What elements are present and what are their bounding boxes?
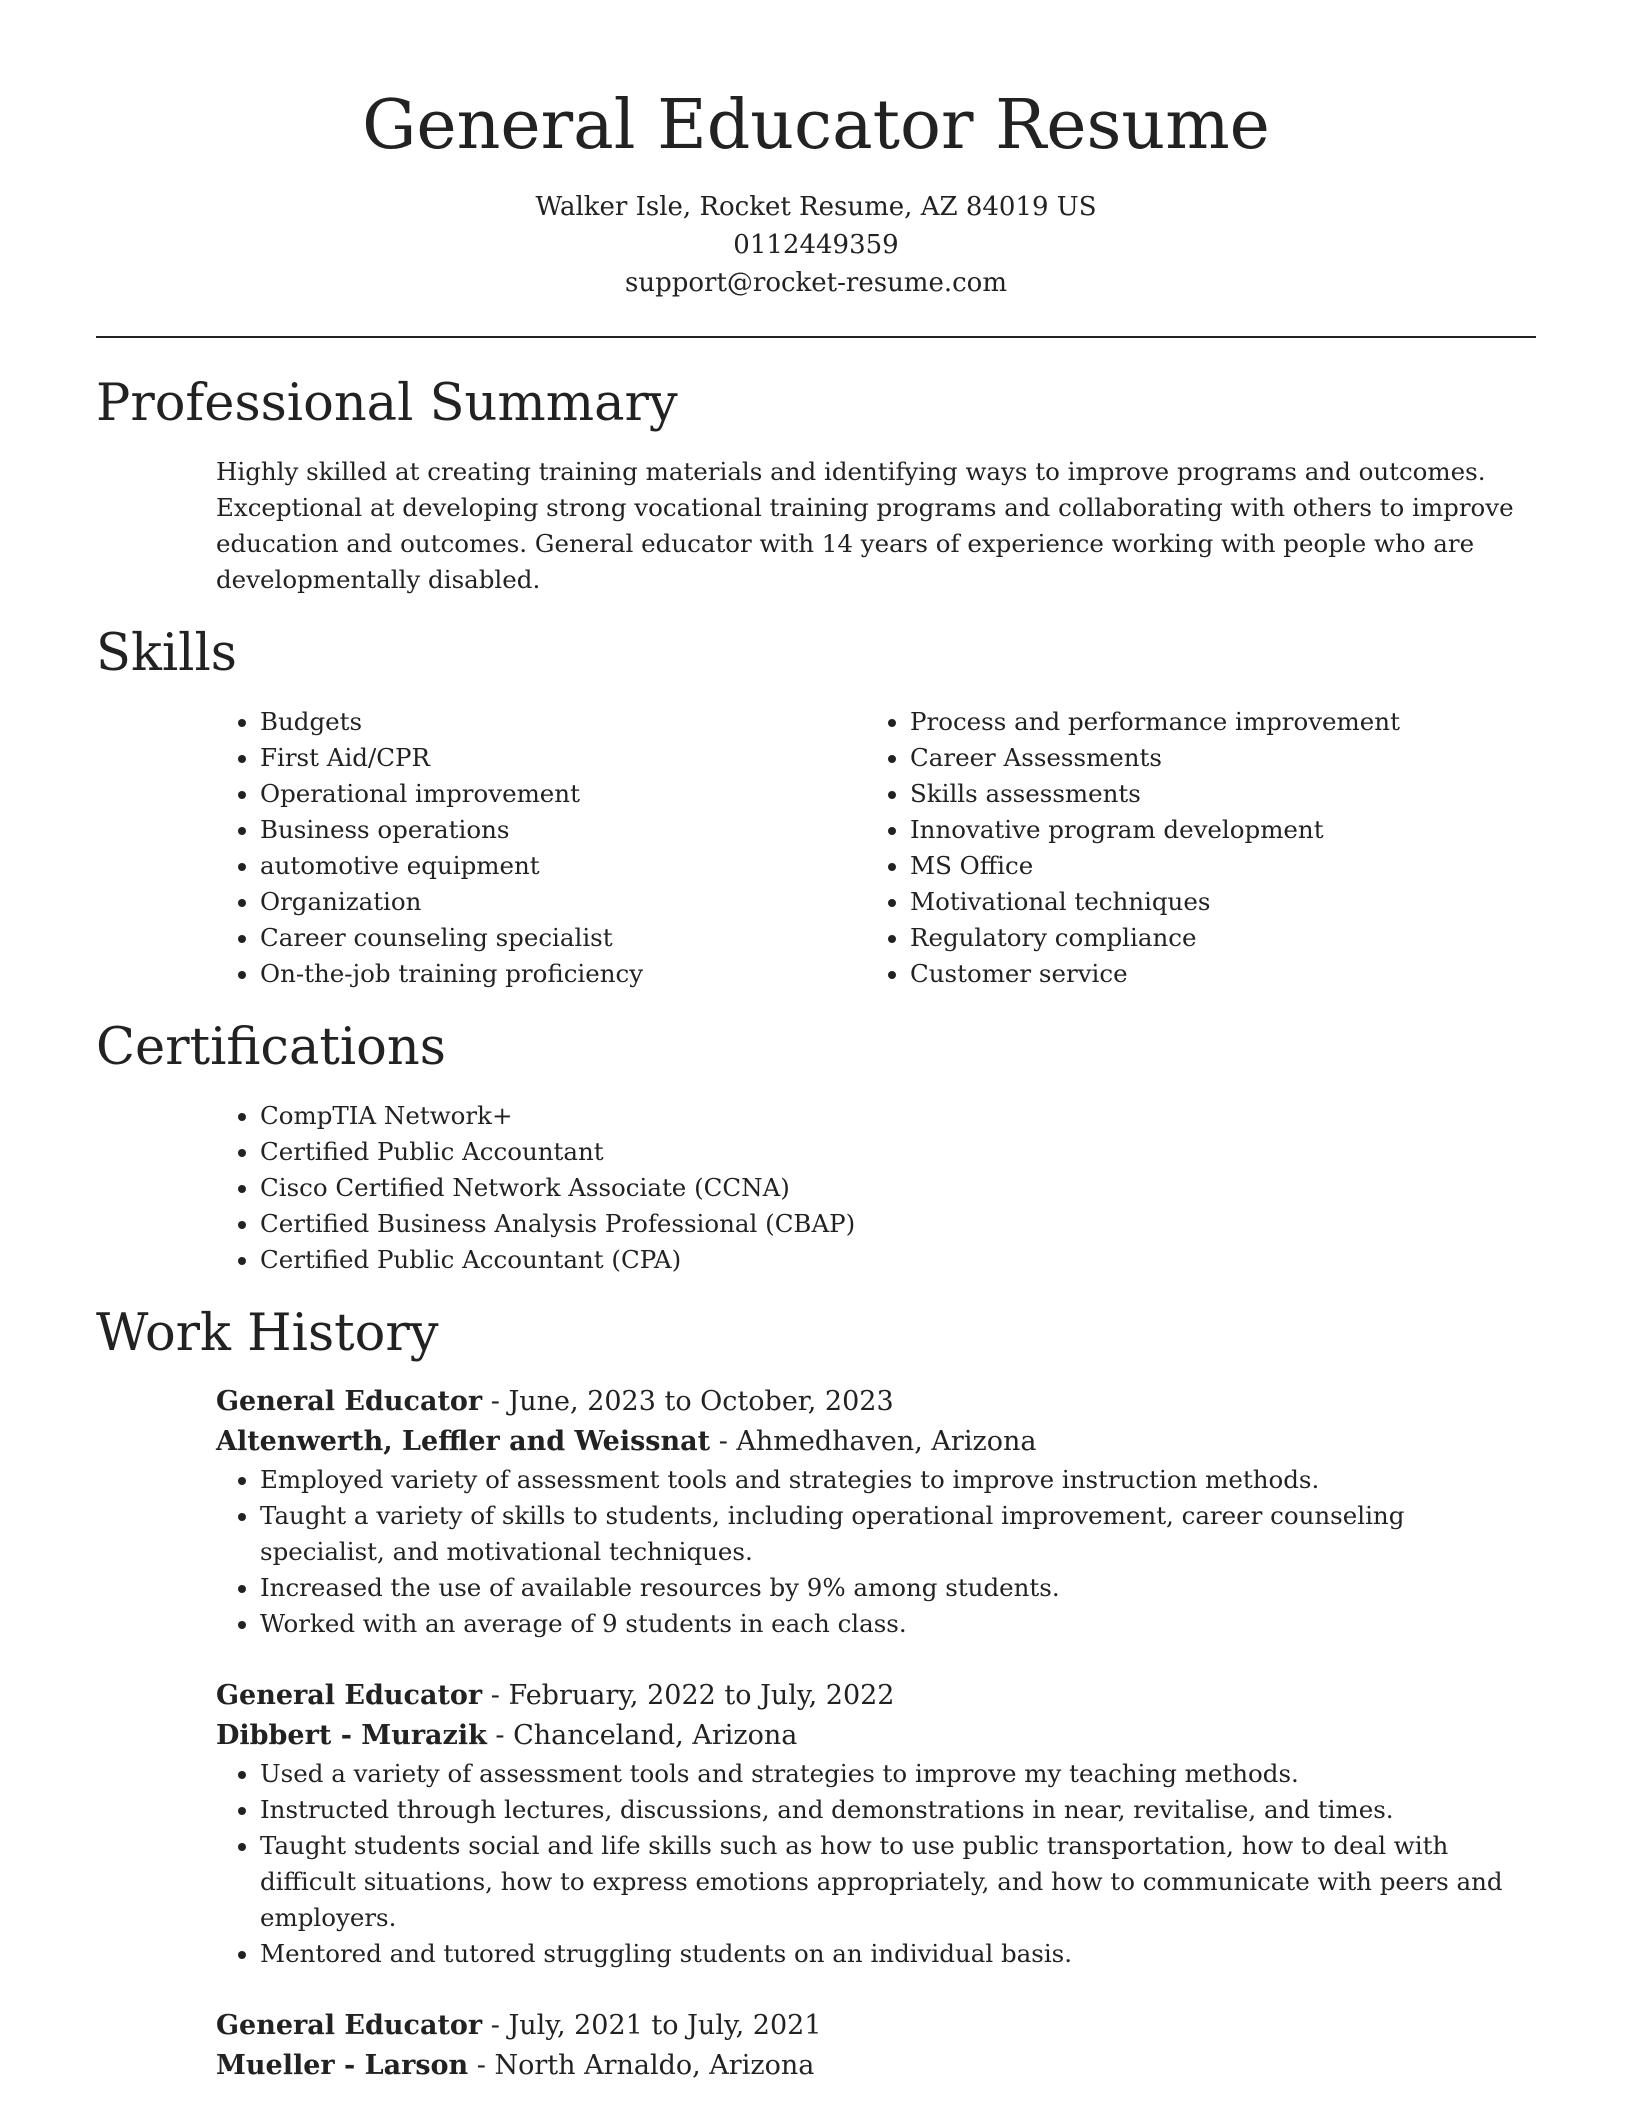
skill-item: • MS Office: [910, 848, 1516, 884]
job-location: - North Arnaldo, Arizona: [468, 2050, 815, 2081]
job-company-line: [216, 1716, 1536, 1756]
certification-item: • Cisco Certified Network Associate (CCNA): [260, 1170, 1536, 1206]
resume-page: [96, 0, 1536, 2086]
resume-header: [96, 0, 1536, 302]
skill-item: • First Aid/CPR: [260, 740, 866, 776]
work-history-heading: Work History: [96, 1304, 439, 1363]
skill-item: • Career counseling specialist: [260, 920, 866, 956]
skill-item: • Business operations: [260, 812, 866, 848]
job-title-line: [216, 2006, 1536, 2046]
work-history-section: [216, 1382, 1536, 2086]
certification-item: • Certified Public Accountant: [260, 1134, 1536, 1170]
job-company-line: [216, 1422, 1536, 1462]
skill-item: • Career Assessments: [910, 740, 1516, 776]
job-duties-list: [216, 1756, 1536, 1972]
skills-list-right: [866, 704, 1516, 992]
certification-item: • CompTIA Network+: [260, 1098, 1536, 1134]
page-title: General Educator Resume: [362, 86, 1270, 165]
skill-item: • Organization: [260, 884, 866, 920]
job-duty-item: • Used a variety of assessment tools and strategies to improve my teaching methods.: [260, 1756, 1536, 1792]
skill-item: • Motivational techniques: [910, 884, 1516, 920]
certification-item: • Certified Business Analysis Professional (CBAP): [260, 1206, 1536, 1242]
skill-item: • Budgets: [260, 704, 866, 740]
contact-email: support@rocket-resume.com: [624, 268, 1007, 298]
job-title-line: [216, 1382, 1536, 1422]
contact-phone: 0112449359: [733, 230, 899, 260]
skill-item: • Operational improvement: [260, 776, 866, 812]
job-duty-item: • Instructed through lectures, discussions, and demonstrations in near, revitalise, and times.: [260, 1792, 1536, 1828]
skill-item: • automotive equipment: [260, 848, 866, 884]
job-duty-item: • Taught a variety of skills to students, including operational improvement, career counseling specialist, and motivational techniques.: [260, 1498, 1536, 1570]
job-company: Mueller - Larson: [216, 2050, 469, 2081]
job-title: General Educator: [216, 2010, 483, 2041]
contact-block: [96, 188, 1536, 302]
certifications-list: [216, 1098, 1536, 1278]
summary-text: Highly skilled at creating training materials and identifying ways to improve programs and outcomes. Exceptional at developing strong vocational training programs and collaborating with others to improve education and outcomes. General educator with 14 years of experience working with people who are developmentally disabled.: [216, 457, 1514, 594]
certification-item: • Certified Public Accountant (CPA): [260, 1242, 1536, 1278]
job-location: - Ahmedhaven, Arizona: [710, 1426, 1037, 1457]
certifications-section: [216, 1098, 1536, 1278]
skill-item: • On-the-job training proficiency: [260, 956, 866, 992]
job-title: General Educator: [216, 1680, 483, 1711]
job-duty-item: • Employed variety of assessment tools and strategies to improve instruction methods.: [260, 1462, 1536, 1498]
skills-column-right: [866, 704, 1516, 992]
skills-section: [216, 704, 1536, 992]
job-duty-item: • Worked with an average of 9 students in each class.: [260, 1606, 1536, 1642]
job-title-line: [216, 1676, 1536, 1716]
skills-list-left: [216, 704, 866, 992]
job-dates: - June, 2023 to October, 2023: [482, 1386, 894, 1417]
skills-column-left: [216, 704, 866, 992]
job-company: Altenwerth, Leffler and Weissnat: [216, 1426, 711, 1457]
job-dates: - February, 2022 to July, 2022: [482, 1680, 895, 1711]
job-duty-item: • Increased the use of available resources by 9% among students.: [260, 1570, 1536, 1606]
skills-heading: Skills: [96, 624, 237, 683]
skill-item: • Skills assessments: [910, 776, 1516, 812]
skill-item: • Regulatory compliance: [910, 920, 1516, 956]
job-dates: - July, 2021 to July, 2021: [482, 2010, 822, 2041]
certifications-heading: Certifications: [96, 1018, 446, 1077]
job-entry: [216, 1382, 1536, 1642]
contact-address: Walker Isle, Rocket Resume, AZ 84019 US: [535, 192, 1097, 222]
job-location: - Chanceland, Arizona: [486, 1720, 798, 1751]
header-divider: [96, 336, 1536, 338]
job-title: General Educator: [216, 1386, 483, 1417]
skill-item: • Process and performance improvement: [910, 704, 1516, 740]
skill-item: • Innovative program development: [910, 812, 1516, 848]
job-company-line: [216, 2046, 1536, 2086]
job-entry: [216, 1676, 1536, 1972]
summary-heading: Professional Summary: [96, 374, 678, 433]
job-duty-item: • Mentored and tutored struggling students on an individual basis.: [260, 1936, 1536, 1972]
summary-section: [216, 454, 1536, 598]
job-company: Dibbert - Murazik: [216, 1720, 487, 1751]
job-duties-list: [216, 1462, 1536, 1642]
job-entry: [216, 2006, 1536, 2086]
job-duty-item: • Taught students social and life skills such as how to use public transportation, how to deal with difficult situations, how to express emotions appropriately, and how to communicate with peers and employers.: [260, 1828, 1536, 1936]
skill-item: • Customer service: [910, 956, 1516, 992]
